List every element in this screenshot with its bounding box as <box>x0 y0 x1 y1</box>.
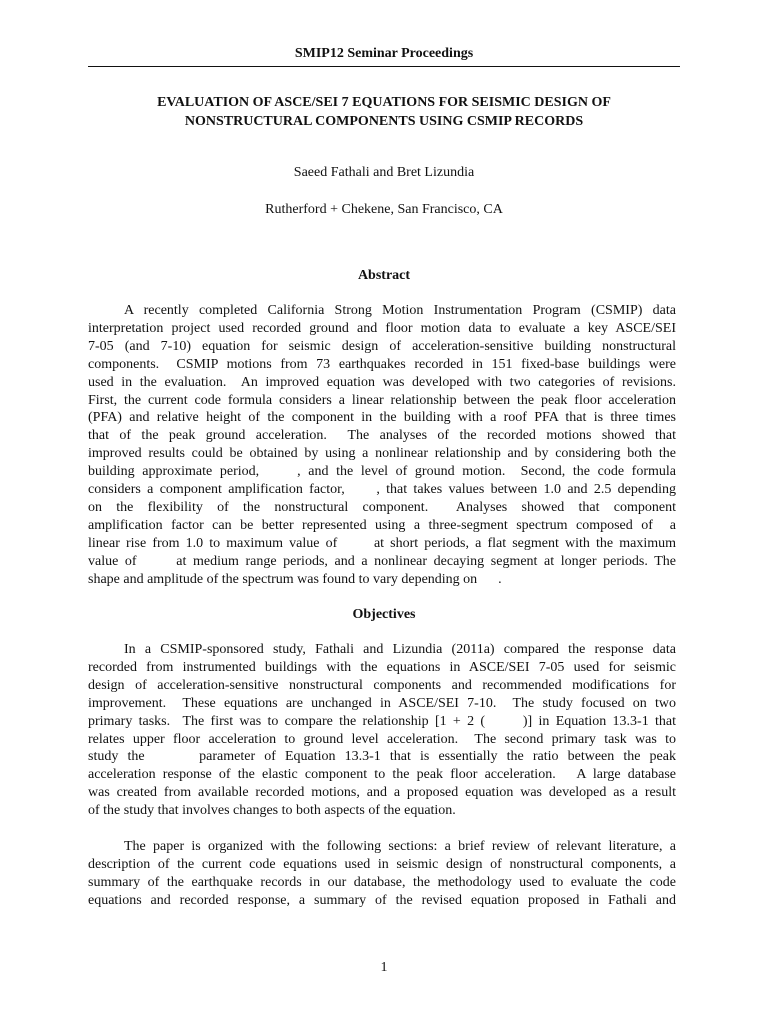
text-line: First, the current code formula considers a linear relationship between the peak floor acceleration <box>88 392 676 408</box>
text-line: on the flexibility of the nonstructural component. Analyses showed that component <box>88 499 676 515</box>
text-line: of the study that involves changes to both aspects of the equation. <box>88 803 456 819</box>
text-line: used in the evaluation. An improved equation was developed with two categories of revisions. <box>88 374 676 390</box>
text-line: acceleration response of the elastic component to the peak floor acceleration. A large database <box>88 767 676 783</box>
page-number: 1 <box>380 960 388 975</box>
text-line: 7-05 (and 7-10) equation for seismic design of acceleration-sensitive building nonstructural <box>88 338 676 354</box>
text-line: In a CSMIP-sponsored study, Fathali and Lizundia (2011a) compared the response data <box>124 642 676 657</box>
title-line: NONSTRUCTURAL COMPONENTS USING CSMIP RECORDS <box>184 113 584 129</box>
text-line: value of at medium range periods, and a nonlinear decaying segment at longer periods. The <box>88 553 676 569</box>
text-line: design of acceleration-sensitive nonstructural components and recommended modifications for <box>88 677 676 693</box>
paper-title <box>0 94 768 131</box>
text-line: improvement. These equations are unchanged in ASCE/SEI 7-10. The study focused on two <box>88 695 676 711</box>
text-line: equations and recorded response, a summary of the revised equation proposed in Fathali and <box>88 892 676 908</box>
objectives-paragraph <box>88 641 676 820</box>
title-line: EVALUATION OF ASCE/SEI 7 EQUATIONS FOR SEISMIC DESIGN OF <box>157 95 611 110</box>
text-line: summary of the earthquake records in our database, the methodology used to evaluate the code <box>88 874 676 890</box>
organization-paragraph <box>88 838 676 910</box>
header-divider <box>88 66 680 67</box>
abstract-paragraph <box>88 302 676 589</box>
author-line: Saeed Fathali and Bret Lizundia <box>293 165 475 180</box>
text-line: interpretation project used recorded ground and floor motion data to evaluate a key ASCE/SEI <box>88 320 676 336</box>
text-line: A recently completed California Strong Motion Instrumentation Program (CSMIP) data <box>124 303 676 318</box>
text-line: amplification factor can be better represented using a three-segment spectrum composed of a <box>88 517 676 533</box>
text-line: shape and amplitude of the spectrum was found to vary depending on . <box>88 571 502 587</box>
text-line: components. CSMIP motions from 73 earthquakes recorded in 151 fixed-base buildings were <box>88 356 676 372</box>
text-line: relates upper floor acceleration to ground level acceleration. The second primary task was to <box>88 731 676 747</box>
text-line: that of the peak ground acceleration. The analyses of the recorded motions showed that <box>88 428 676 444</box>
text-line: was created from available recorded motions, and a proposed equation was developed as a result <box>88 785 676 801</box>
running-header: SMIP12 Seminar Proceedings <box>294 46 474 61</box>
objectives-heading: Objectives <box>352 607 416 622</box>
text-line: building approximate period, , and the level of ground motion. Second, the code formula <box>88 464 676 480</box>
text-line: (PFA) and relative height of the component in the building with a roof PFA that is three times <box>88 410 676 426</box>
text-line: recorded from instrumented buildings with the equations in ASCE/SEI 7-05 used for seismic <box>88 659 676 675</box>
text-line: description of the current code equations used in seismic design of nonstructural components, a <box>88 856 676 872</box>
text-line: considers a component amplification factor, , that takes values between 1.0 and 2.5 depending <box>88 482 676 498</box>
abstract-heading: Abstract <box>357 268 411 283</box>
text-line: linear rise from 1.0 to maximum value of at short periods, a flat segment with the maximum <box>88 535 676 551</box>
text-line: improved results could be obtained by using a nonlinear relationship and by considering both the <box>88 446 676 462</box>
text-line: study the parameter of Equation 13.3-1 that is essentially the ratio between the peak <box>88 749 676 765</box>
text-line: The paper is organized with the following sections: a brief review of relevant literature, a <box>124 839 676 854</box>
affiliation-line: Rutherford + Chekene, San Francisco, CA <box>265 202 503 217</box>
text-line: primary tasks. The first was to compare the relationship [1 + 2 ( )] in Equation 13.3-1 that <box>88 713 676 729</box>
